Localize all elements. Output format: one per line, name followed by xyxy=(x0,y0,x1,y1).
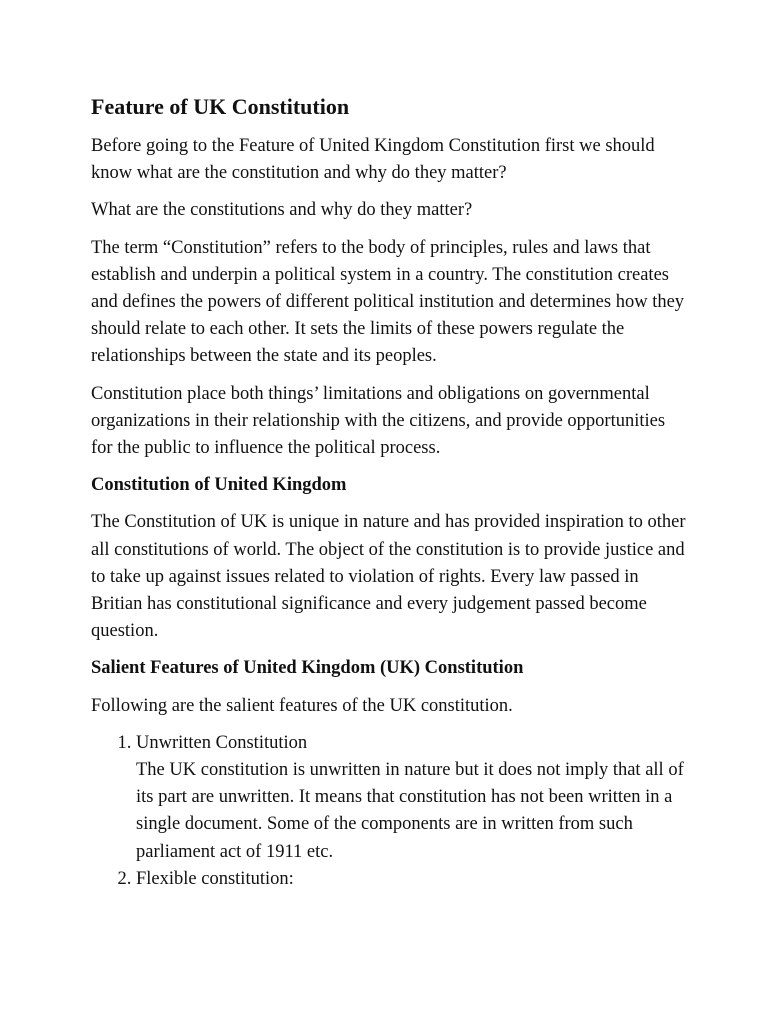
salient-features-heading: Salient Features of United Kingdom (UK) Constitution xyxy=(91,658,524,679)
feature-title: 2. Flexible constitution: xyxy=(136,868,294,889)
salient-features-intro: Following are the salient features of the UK constitution. xyxy=(91,695,513,716)
definition-paragraph: The term “Constitution” refers to the body of principles, rules and laws that establish and underpin a political system in a country. The constitution creates and defines the powers of different political institution and determines how they should relate to each other. It sets the limits of these powers regulate the relationships between the state and its peoples. xyxy=(91,237,685,367)
uk-constitution-heading: Constitution of United Kingdom xyxy=(91,475,347,496)
document-page xyxy=(91,92,691,893)
list-item xyxy=(136,730,691,866)
list-item xyxy=(136,866,691,893)
feature-title: 1. Unwritten Constitution xyxy=(136,732,308,753)
intro-paragraph: Before going to the Feature of United Kingdom Constitution first we should know what are the constitution and why do they matter? xyxy=(91,136,655,184)
feature-description: The UK constitution is unwritten in nature but it does not imply that all of its part are unwritten. It means that constitution has not been written in a single document. Some of the components are in written from such parliament act of 1911 etc. xyxy=(136,760,684,862)
limitations-paragraph: Constitution place both things’ limitations and obligations on governmental organizations in their relationship with the citizens, and provide opportunities for the public to influence the political process. xyxy=(91,383,666,459)
features-list xyxy=(91,730,691,893)
uk-constitution-paragraph: The Constitution of UK is unique in nature and has provided inspiration to other all constitutions of world. The object of the constitution is to provide justice and to take up against issues related to violation of rights. Every law passed in Britian has constitutional significance and every judgement passed become question. xyxy=(91,512,686,642)
page-title: Feature of UK Constitution xyxy=(91,94,350,119)
question-paragraph: What are the constitutions and why do they matter? xyxy=(91,200,473,221)
